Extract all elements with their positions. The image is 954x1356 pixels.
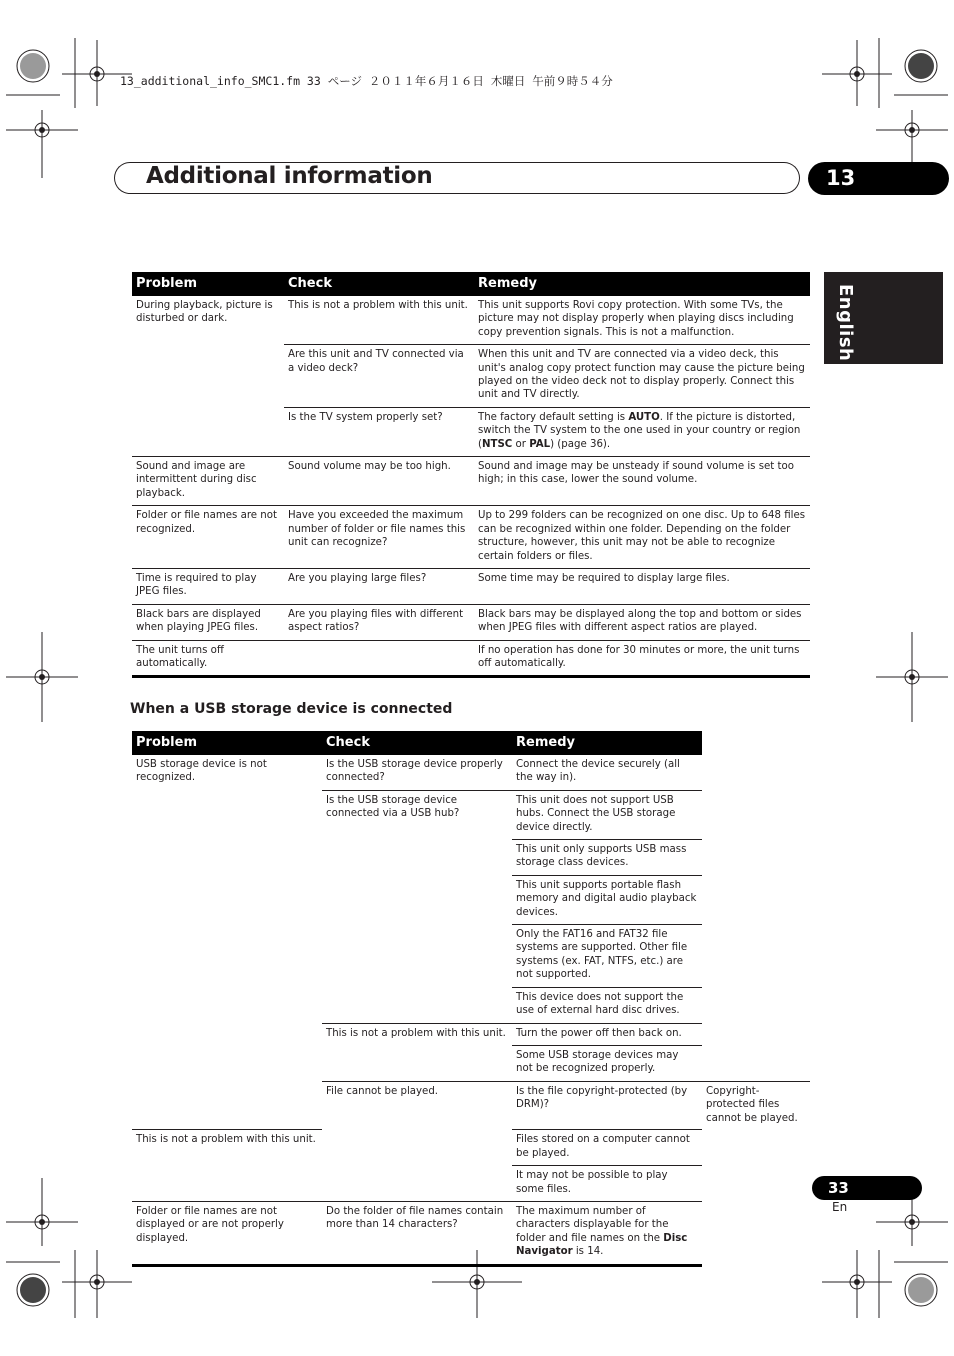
table-row (132, 506, 810, 569)
remedy-text: or (512, 438, 530, 450)
page-number-badge: 33 (812, 1176, 922, 1200)
problem-cell: Folder or file names are not recognized. (132, 506, 284, 569)
check-cell: Are you playing large files? (284, 568, 474, 604)
remedy-cell: This unit does not support USB hubs. Connect the USB storage device directly. (512, 790, 702, 839)
table-row (132, 296, 810, 345)
language-side-tab-label: English (835, 284, 856, 362)
table-row (132, 457, 810, 506)
problem-cell: The unit turns off automatically. (132, 640, 284, 677)
column-header-problem: Problem (132, 731, 322, 755)
problem-cell: File cannot be played. (322, 1081, 512, 1201)
problem-cell: Black bars are displayed when playing JPEG files. (132, 604, 284, 640)
file-header: 13_additional_info_SMC1.fm 33 ページ ２０１１年６月１６日 木曜日 午前９時５４分 (120, 74, 613, 88)
check-cell: Have you exceeded the maximum number of folder or file names this unit can recognize? (284, 506, 474, 569)
column-header-check: Check (322, 731, 512, 755)
column-header-problem: Problem (132, 272, 284, 296)
setting-auto: AUTO (628, 411, 660, 423)
remedy-cell: It may not be possible to play some files. (512, 1166, 702, 1202)
remedy-cell: This unit only supports USB mass storage class devices. (512, 840, 702, 876)
problem-cell: Time is required to play JPEG files. (132, 568, 284, 604)
remedy-cell: Only the FAT16 and FAT32 file systems are supported. Other file systems (ex. FAT, NTFS, etc.) are not supported. (512, 925, 702, 988)
check-cell: This is not a problem with this unit. (322, 1023, 512, 1081)
remedy-cell: Copyright-protected files cannot be played. (702, 1081, 810, 1130)
remedy-text: ) (page 36). (550, 438, 611, 450)
remedy-text: . If the picture is distorted, switch the TV system to the one used in your country or region ( (478, 411, 801, 450)
troubleshooting-table-disc (132, 272, 810, 678)
remedy-cell: This device does not support the use of external hard disc drives. (512, 987, 702, 1023)
remedy-cell: Black bars may be displayed along the top and bottom or sides when JPEG files with different aspect ratios are played. (474, 604, 810, 640)
remedy-cell: Up to 299 folders can be recognized on one disc. Up to 648 files can be recognized within one folder. Depending on the folder structure, however, this unit may not be able to recognize certain folders or files. (474, 506, 810, 569)
problem-cell: During playback, picture is disturbed or dark. (136, 300, 273, 325)
remedy-cell: Sound and image may be unsteady if sound volume is set too high; in this case, lower the sound volume. (474, 457, 810, 506)
remedy-cell (512, 1202, 702, 1266)
check-cell: Are you playing files with different aspect ratios? (284, 604, 474, 640)
table-row (132, 604, 810, 640)
setting-ntsc: NTSC (481, 438, 513, 450)
problem-cell: Sound and image are intermittent during disc playback. (132, 457, 284, 506)
remedy-text: is 14. (572, 1246, 604, 1258)
check-cell: Is the file copyright-protected (by DRM)? (512, 1081, 702, 1130)
remedy-cell: When this unit and TV are connected via a video deck, this unit's analog copy protect function may cause the picture being played on the video deck not to display properly. Connect this unit and TV directly. (474, 345, 810, 408)
check-cell: Is the TV system properly set? (284, 407, 474, 456)
column-header-check: Check (284, 272, 474, 296)
remedy-cell (474, 407, 810, 456)
page-title: Additional information (146, 163, 433, 189)
troubleshooting-table-usb (132, 731, 810, 1267)
remedy-cell: Some USB storage devices may not be recognized properly. (512, 1045, 702, 1081)
remedy-cell: If no operation has done for 30 minutes or more, the unit turns off automatically. (474, 640, 810, 677)
table-row (132, 1202, 810, 1266)
remedy-cell: Some time may be required to display large files. (474, 568, 810, 604)
disc-navigator-label: Disc Navigator (516, 1232, 688, 1258)
remedy-cell: Turn the power off then back on. (512, 1023, 702, 1045)
remedy-cell: Connect the device securely (all the way in). (516, 759, 680, 784)
problem-cell: Folder or file names are not displayed or are not properly displayed. (132, 1202, 322, 1266)
remedy-cell: This unit supports portable flash memory and digital audio playback devices. (512, 875, 702, 924)
table-row (132, 755, 810, 790)
check-cell: Is the USB storage device properly connected? (326, 759, 503, 784)
remedy-cell: This unit supports Rovi copy protection. With some TVs, the picture may not display properly when playing discs including copy prevention signals. This is not a malfunction. (478, 300, 794, 338)
check-cell: Are this unit and TV connected via a video deck? (284, 345, 474, 408)
page-language-code: En (832, 1200, 848, 1214)
check-cell: Sound volume may be too high. (284, 457, 474, 506)
check-cell: This is not a problem with this unit. (288, 300, 468, 311)
check-cell (284, 640, 474, 677)
remedy-cell: Files stored on a computer cannot be played. (512, 1130, 702, 1166)
check-cell: Is the USB storage device connected via a USB hub? (322, 790, 512, 1023)
section-heading-usb: When a USB storage device is connected (130, 701, 453, 717)
remedy-text: The factory default setting is (478, 411, 629, 423)
remedy-text: The maximum number of characters displayable for the folder and file names on the (516, 1206, 669, 1244)
problem-cell: USB storage device is not recognized. (136, 759, 267, 784)
setting-pal: PAL (529, 438, 551, 450)
chapter-number-badge: 13 (808, 162, 949, 195)
check-cell: This is not a problem with this unit. (132, 1130, 322, 1202)
table-row (132, 640, 810, 677)
column-header-remedy: Remedy (512, 731, 702, 755)
table-row (132, 568, 810, 604)
column-header-remedy: Remedy (474, 272, 810, 296)
check-cell: Do the folder of file names contain more than 14 characters? (322, 1202, 512, 1266)
